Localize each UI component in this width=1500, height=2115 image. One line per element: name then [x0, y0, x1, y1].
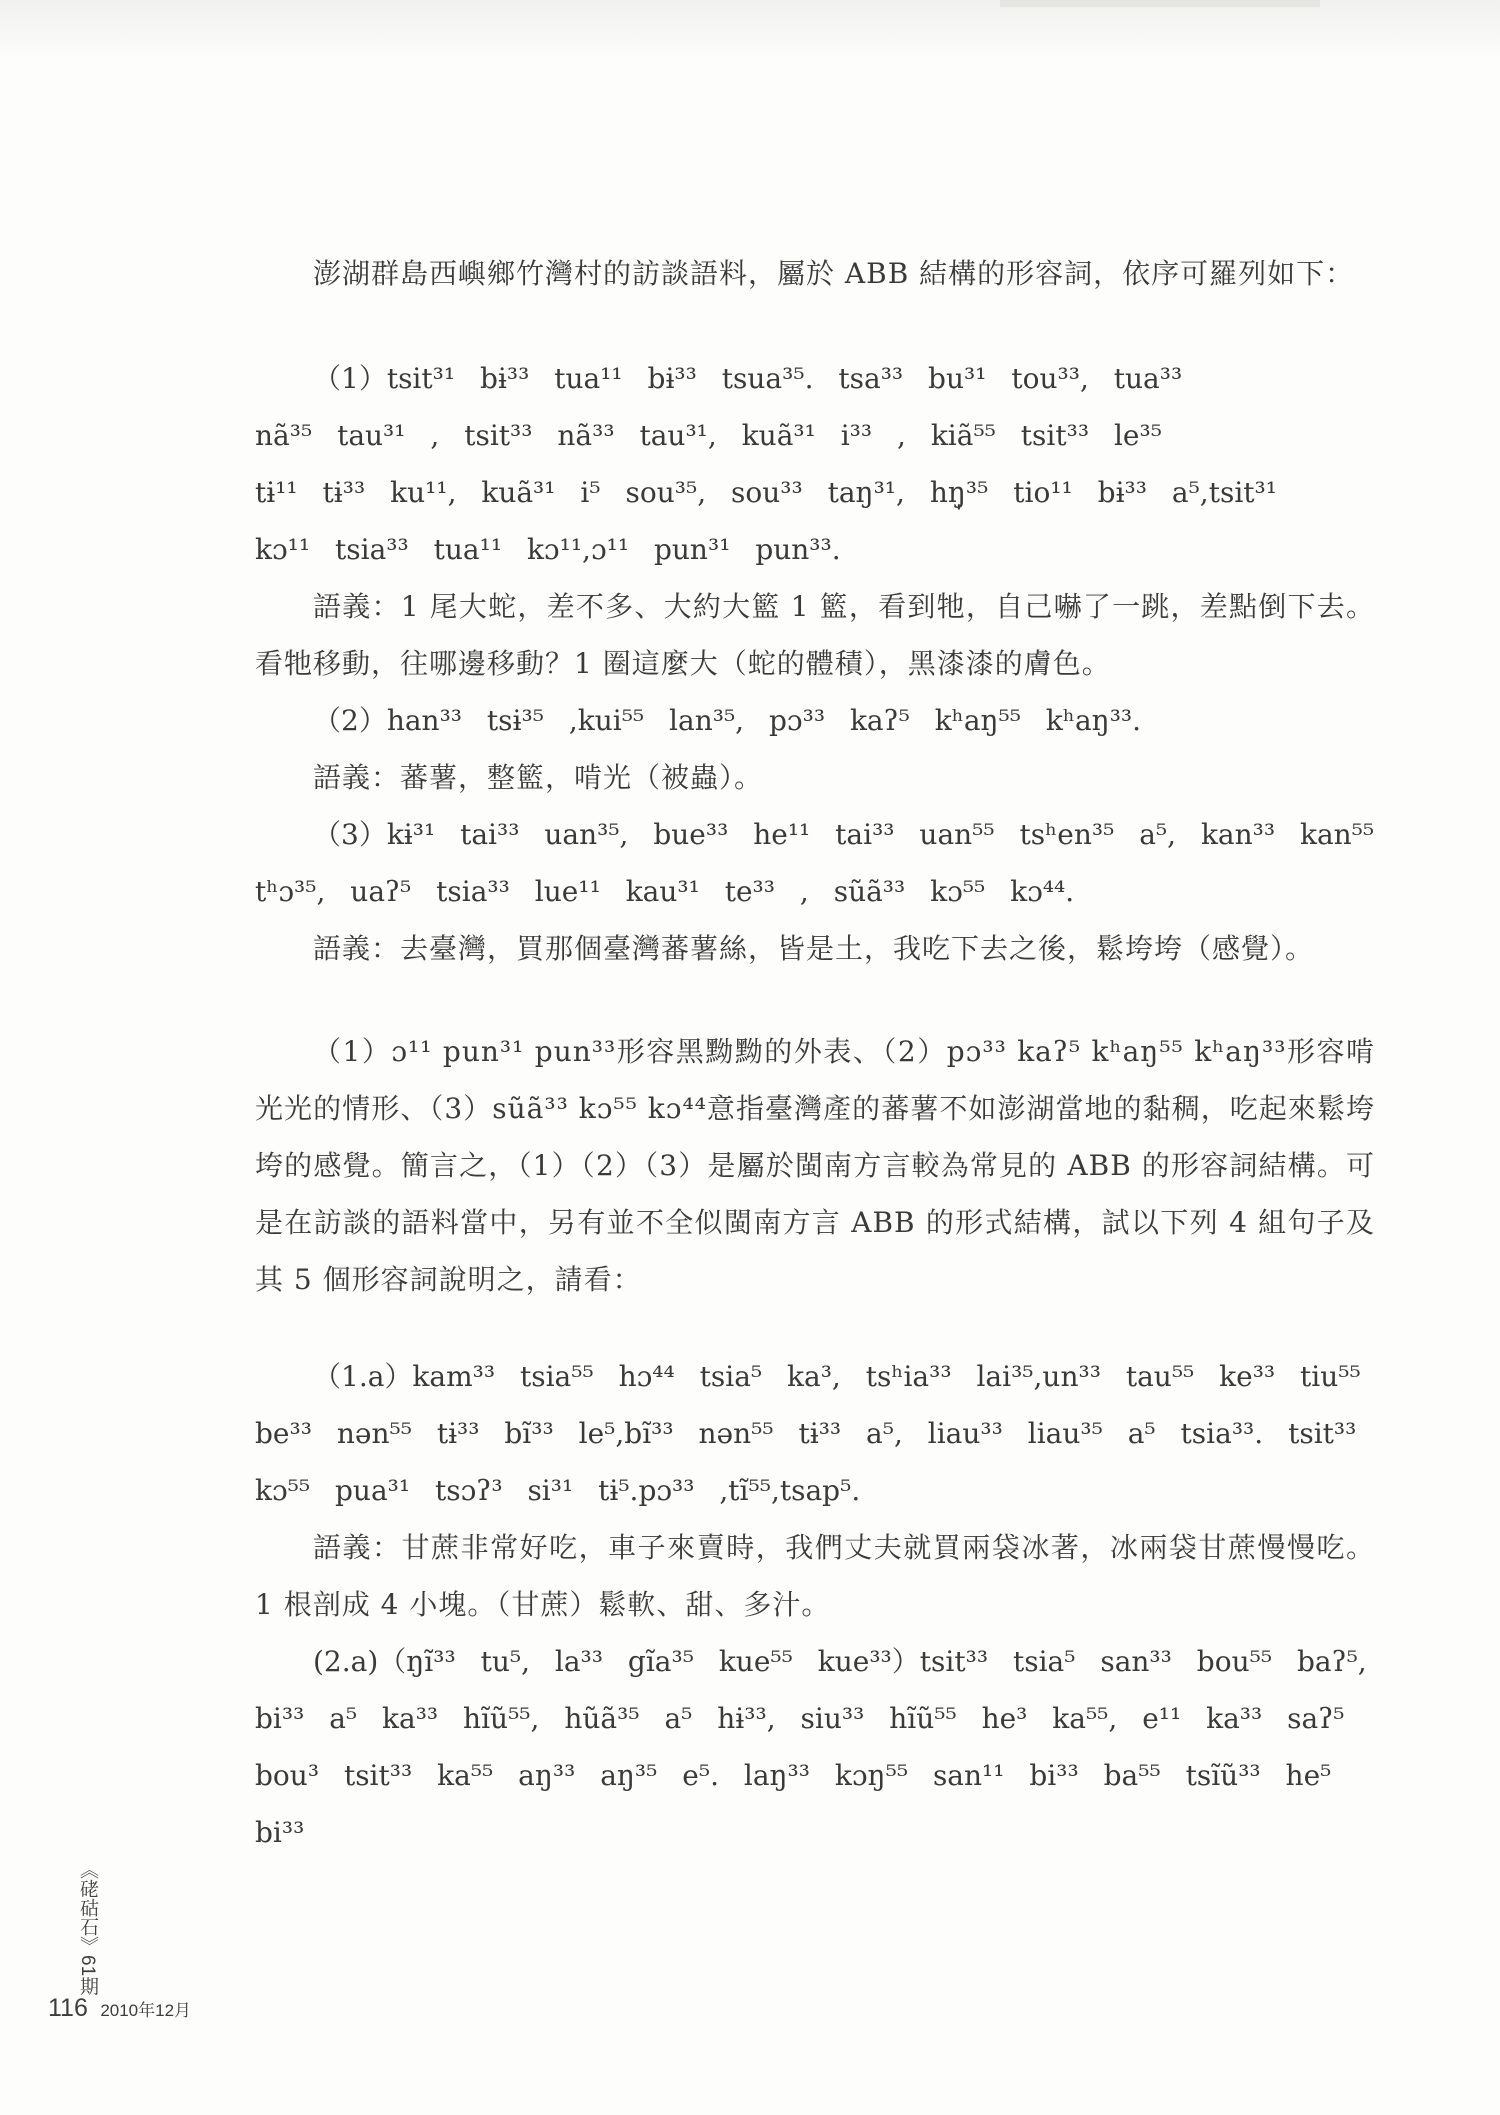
page-number: 116 [48, 1994, 88, 2022]
example-2a [255, 1633, 1375, 1861]
example-1a-line: be³³ nən⁵⁵ tɨ³³ bĩ³³ le⁵,bĩ³³ nən⁵⁵ tɨ³³ a⁵, liau³³ liau³⁵ a⁵ tsia³³. tsit³³ [255, 1417, 1357, 1450]
scan-top-band [0, 0, 1500, 52]
example-1-meaning: 語義：1 尾大蛇，差不多、大約大籃 1 籃，看到牠，自己嚇了一跳，差點倒下去。看牠移動，往哪邊移動？1 圈這麼大（蛇的體積），黑漆漆的膚色。 [255, 590, 1375, 680]
example-1 [255, 350, 1375, 578]
example-2-line: （2）han³³ tsɨ³⁵ ,kui⁵⁵ lan³⁵, pɔ³³ kaʔ⁵ kʰaŋ⁵⁵ kʰaŋ³³. [313, 704, 1142, 737]
example-1a-meaning: 語義：甘蔗非常好吃，車子來賣時，我們丈夫就買兩袋冰著，冰兩袋甘蔗慢慢吃。1 根剖成 4 小塊。（甘蔗）鬆軟、甜、多汁。 [255, 1531, 1375, 1621]
example-2a-line: bou³ tsit³³ ka⁵⁵ aŋ³³ aŋ³⁵ e⁵. laŋ³³ kɔŋ⁵⁵ san¹¹ bi³³ ba⁵⁵ tsĩũ³³ he⁵ bi³³ [255, 1759, 1332, 1849]
journal-name: 《硓𥑮石》61期 [77, 1860, 98, 1996]
example-2a-line: (2.a)（ŋĩ³³ tu⁵, la³³ gĩa³⁵ kue⁵⁵ kue³³）tsit³³ tsia⁵ san³³ bou⁵⁵ baʔ⁵, [313, 1645, 1367, 1678]
example-3-meaning: 語義：去臺灣，買那個臺灣蕃薯絲，皆是土，我吃下去之後，鬆垮垮（感覺）。 [313, 932, 1315, 965]
example-1-line: tɨ¹¹ tɨ³³ ku¹¹, kuã³¹ i⁵ sou³⁵, sou³³ taŋ³¹, hŋ̩³⁵ tio¹¹ bɨ³³ a⁵,tsit³¹ [255, 476, 1277, 509]
example-3-line: （3）kɨ³¹ tai³³ uan³⁵, bue³³ he¹¹ tai³³ uan⁵⁵ tsʰen³⁵ a⁵, kan³³ kan⁵⁵ [313, 818, 1375, 851]
example-3-line: tʰɔ³⁵, uaʔ⁵ tsia³³ lue¹¹ kau³¹ te³³ , sũã³³ kɔ⁵⁵ kɔ⁴⁴. [255, 875, 1075, 908]
example-1a-line: kɔ⁵⁵ pua³¹ tsɔʔ³ si³¹ tɨ⁵.pɔ³³ ,tĩ⁵⁵,tsap⁵. [255, 1474, 861, 1507]
example-1a [255, 1348, 1375, 1519]
page-footer [48, 1994, 191, 2023]
example-2a-line: bi³³ a⁵ ka³³ hĩũ⁵⁵, hũã³⁵ a⁵ hɨ³³, siu³³ hĩũ⁵⁵ he³ ka⁵⁵, e¹¹ ka³³ saʔ⁵ [255, 1702, 1345, 1735]
article-body [255, 245, 1375, 1861]
example-1-line: （1）tsit³¹ bɨ³³ tua¹¹ bɨ³³ tsua³⁵. tsa³³ bu³¹ tou³³, tua³³ [313, 362, 1183, 395]
example-2-meaning: 語義：蕃薯，整籃，啃光（被蟲）。 [313, 761, 764, 794]
intro-paragraph: 澎湖群島西嶼鄉竹灣村的訪談語料，屬於 ABB 結構的形容詞，依序可羅列如下： [313, 257, 1355, 290]
summary-paragraph: （1）ɔ¹¹ pun³¹ pun³³形容黑黝黝的外表、（2）pɔ³³ kaʔ⁵ kʰaŋ⁵⁵ kʰaŋ³³形容啃光光的情形、（3）sũã³³ kɔ⁵⁵ kɔ⁴⁴意指臺灣產的蕃薯不如澎湖當地的黏稠，吃起來鬆垮垮的感覺。簡言之，（1）（2）（3）是屬於閩南方言較為常見的 ABB 的形容詞結構。可是在訪談的語料當中，另有並不全似閩南方言 ABB 的形式結構，試以下列 4 組句子及其 5 個形容詞說明之，請看： [255, 1035, 1375, 1296]
example-1-line: nã³⁵ tau³¹ , tsit³³ nã³³ tau³¹, kuã³¹ i³³ , kiã⁵⁵ tsit³³ le³⁵ [255, 419, 1162, 452]
example-3 [255, 806, 1375, 920]
scan-artifact [1000, 0, 1320, 7]
example-1a-line: （1.a）kam³³ tsia⁵⁵ hɔ⁴⁴ tsia⁵ ka³, tsʰia³³ lai³⁵,un³³ tau⁵⁵ ke³³ tiu⁵⁵ [313, 1360, 1361, 1393]
example-1-line: kɔ¹¹ tsia³³ tua¹¹ kɔ¹¹,ɔ¹¹ pun³¹ pun³³. [255, 533, 841, 566]
issue-date: 2010年12月 [100, 2001, 192, 2020]
